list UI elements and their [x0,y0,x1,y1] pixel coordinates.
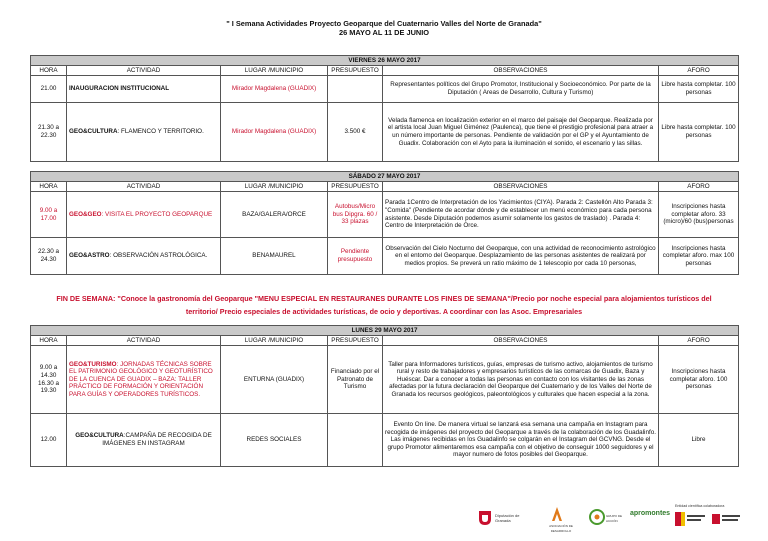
presupuesto-cell [328,76,383,103]
actividad-text: : VISITA EL PROYECTO GEOPARQUE [101,210,213,218]
actividad-cell [67,103,221,162]
aforo-cell: Libre hasta completar. 100 personas [659,76,739,103]
actividad-text: : JORNADAS TÉCNICAS SOBRE EL PATRIMONIO GEOLÓGICO Y GEOTURÍSTICO DE LA CUENCA DE GUADIX – BAZA: TALLER PRÁCTICO DE FORMACIÓN Y ORIENTACIÓN PARA GUÍAS Y OPERADORES TURÍSTICOS. [69,360,213,398]
presupuesto-cell: Financiado por el Patronato de Turismo [328,346,383,414]
aforo-cell: Libre [659,414,739,467]
actividad-cell [67,238,221,275]
document-title: " I Semana Actividades Proyecto Geoparque del Cuaternario Valles del Norte de Granada" [226,19,542,28]
diputacion-granada-logo: Diputación de Granada [495,513,520,523]
document-dates: 26 MAYO AL 11 DE JUNIO [338,28,430,37]
schedule-table-viernes [30,55,739,162]
lugar-cell: Mirador Magdalena (GUADIX) [221,103,328,162]
actividad-text: : FLAMENCO Y TERRITORIO. [117,128,204,136]
actividad-prefix: GEO&CULTURA [69,128,118,136]
col-presupuesto: PRESUPUESTO [328,336,383,346]
presupuesto-cell: Autobus/Micro bus Dipgra. 60 / 33 plazas [328,192,383,238]
col-actividad: ACTIVIDAD [67,66,221,76]
observaciones-cell: Parada 1Centro de Interpretación de los Yacimientos (CIYA). Parada 2: Castellón Alto Parada 3: "Comida" (Pendiente de acordar dónde y de establecer un menú económico para cada persona asistente. Desde Diputación podemos asumir solamente los gastos de traslado) . Parada 4: Centro de Interpretación de Orce. [383,192,659,238]
actividad-prefix: GEO&ASTRO [69,252,110,260]
table-row [31,414,739,467]
actividad-text: : OBSERVACIÓN ASTROLÓGICA. [109,252,208,260]
observaciones-cell: Taller para Informadores turísticos, guías, empresas de turismo activo, alojamientos de turismo rural y resto de trabajadores y empresarios turísticos de las comarcas de Guadix, Baza y Huéscar. Dar a conocer a todas las personas en contacto con los visitantes de las zonas afectadas por la futura declaración del Geoparque del Cuaternario y de los Valles del Norte de Granada los recursos geológicos, paleontológicos y culturales que hacen especial a la zona. [383,346,659,414]
actividad-prefix: GEO&CULTURA [75,432,124,440]
col-observaciones: OBSERVACIONES [383,66,659,76]
hora-cell: 9.00 a 14.30 16.30 a 19.30 [31,346,67,414]
lugar-cell: REDES SOCIALES [221,414,328,467]
actividad-cell [67,76,221,103]
col-observaciones: OBSERVACIONES [383,336,659,346]
asociacion-a-icon [550,506,564,522]
observaciones-cell: Observación del Cielo Nocturno del Geoparque, con una actividad de reconocimiento astrológico en el entorno del Geoparque. Desplazamiento de las personas asistentes de realizará por medios propios. Se preverá un ratio máximo de 1 telescopio por cada 10 personas, [383,238,659,275]
lugar-cell: Mirador Magdalena (GUADIX) [221,76,328,103]
col-lugar: LUGAR /MUNICIPIO [221,66,328,76]
apromontes-logo: apromontes [630,510,671,517]
col-aforo: AFORO [659,66,739,76]
day-heading: VIERNES 26 MAYO 2017 [31,56,739,66]
grupo-accion-logo: GRUPO DE ACCIÓN [606,514,623,523]
col-observaciones: OBSERVACIONES [383,182,659,192]
grupo-accion-icon [588,508,606,526]
presupuesto-cell: Pendiente presupuesto [328,238,383,275]
observaciones-cell: Velada flamenca en localización exterior en el marco del paisaje del Geoparque. Realizada por el artista local Juan Miguel Giménez (Paulenca), que tiene el prestigio profesional para atraer a un número importante de personas. Pendiente de validación por el GP y el Ayuntamiento de Guadix. Colaboración con el Ayto para la iluminación el sonido, el escenario y las sillas. [383,103,659,162]
aforo-cell: Inscripciones hasta completar aforo. 100 personas [659,346,739,414]
observaciones-cell: Evento On line. De manera virtual se lanzará esa semana una campaña en Instagram para recogida de imágenes del proyecto del Geoparque a través de la colaboración de los Guadalinfo. Las imágenes recibidas en los Guadalinfo se colgarán en el Instagram del GCVNG. Desde el grupo Promotor alimentaremos esa campaña con el objetivo de conseguir 1000 seguidores y el mayor numero de fotos posibles del Geoparque. [383,414,659,467]
diputacion-shield-icon [478,510,492,526]
col-actividad: ACTIVIDAD [67,182,221,192]
presupuesto-cell [328,414,383,467]
spain-crest-icon [675,512,705,526]
table-row [31,103,739,162]
col-actividad: ACTIVIDAD [67,336,221,346]
actividad-prefix: GEO&GEO [69,210,102,218]
presupuesto-cell: 3.500 € [328,103,383,162]
actividad-cell [67,346,221,414]
col-hora: HORA [31,66,67,76]
aforo-cell: Inscripciones hasta completar aforo. 33 (micro)/60 (bus)personas [659,192,739,238]
lugar-cell: BENAMAUREL [221,238,328,275]
schedule-table-lunes [30,325,739,467]
day-heading: SÁBADO 27 MAYO 2017 [31,172,739,182]
lugar-cell: BAZA/GALERA/ORCE [221,192,328,238]
day-heading: LUNES 29 MAYO 2017 [31,326,739,336]
col-presupuesto: PRESUPUESTO [328,182,383,192]
aforo-cell: Libre hasta completar. 100 personas [659,103,739,162]
actividad-cell [67,414,221,467]
col-presupuesto: PRESUPUESTO [328,66,383,76]
col-hora: HORA [31,182,67,192]
actividad-cell [67,192,221,238]
promo-line-2: territorio/ Precio especiales de actividades turísticas, de ocio y deportivas. A coordinar con las Asoc. Empresariales [185,307,583,316]
hora-cell: 22.30 a 24.30 [31,238,67,275]
col-aforo: AFORO [659,182,739,192]
schedule-table-sabado [30,171,739,275]
table-row [31,346,739,414]
actividad-text: :CAMPAÑA DE RECOGIDA DE IMÁGENES EN INSTAGRAM [102,432,212,447]
lugar-cell: ENTURNA (GUADIX) [221,346,328,414]
table-row [31,76,739,103]
footer-logos [470,500,750,536]
hora-cell: 12.00 [31,414,67,467]
table-row [31,192,739,238]
asociacion-logo: ASOCIACIÓN DE DESARROLLO [549,524,573,533]
col-lugar: LUGAR /MUNICIPIO [221,336,328,346]
table-row [31,238,739,275]
col-lugar: LUGAR /MUNICIPIO [221,182,328,192]
ministerio-logo-icon [712,512,742,526]
actividad-text: INAUGURACION INSTITUCIONAL [69,85,170,93]
col-hora: HORA [31,336,67,346]
actividad-prefix: GEO&TURISMO [69,360,117,368]
observaciones-cell: Representantes políticos del Grupo Promotor, Institucional y Socioeconómico. Por parte de la Diputación ( Areas de Desarrollo, Cultura y Turismo) [383,76,659,103]
aforo-cell: Inscripciones hasta completar aforo. max 100 personas [659,238,739,275]
promo-line-1: FIN DE SEMANA: "Conoce la gastronomía del Geoparque "MENU ESPECIAL EN RESTAURANES DURANTE LOS FINES DE SEMANA"/Precio por noche especial para alojamientos turísticos del [56,294,712,303]
colaborador-label: Entidad científica colaboradora [675,504,725,508]
col-aforo: AFORO [659,336,739,346]
hora-cell: 21.30 a 22.30 [31,103,67,162]
hora-cell: 9.00 a 17.00 [31,192,67,238]
hora-cell: 21.00 [31,76,67,103]
